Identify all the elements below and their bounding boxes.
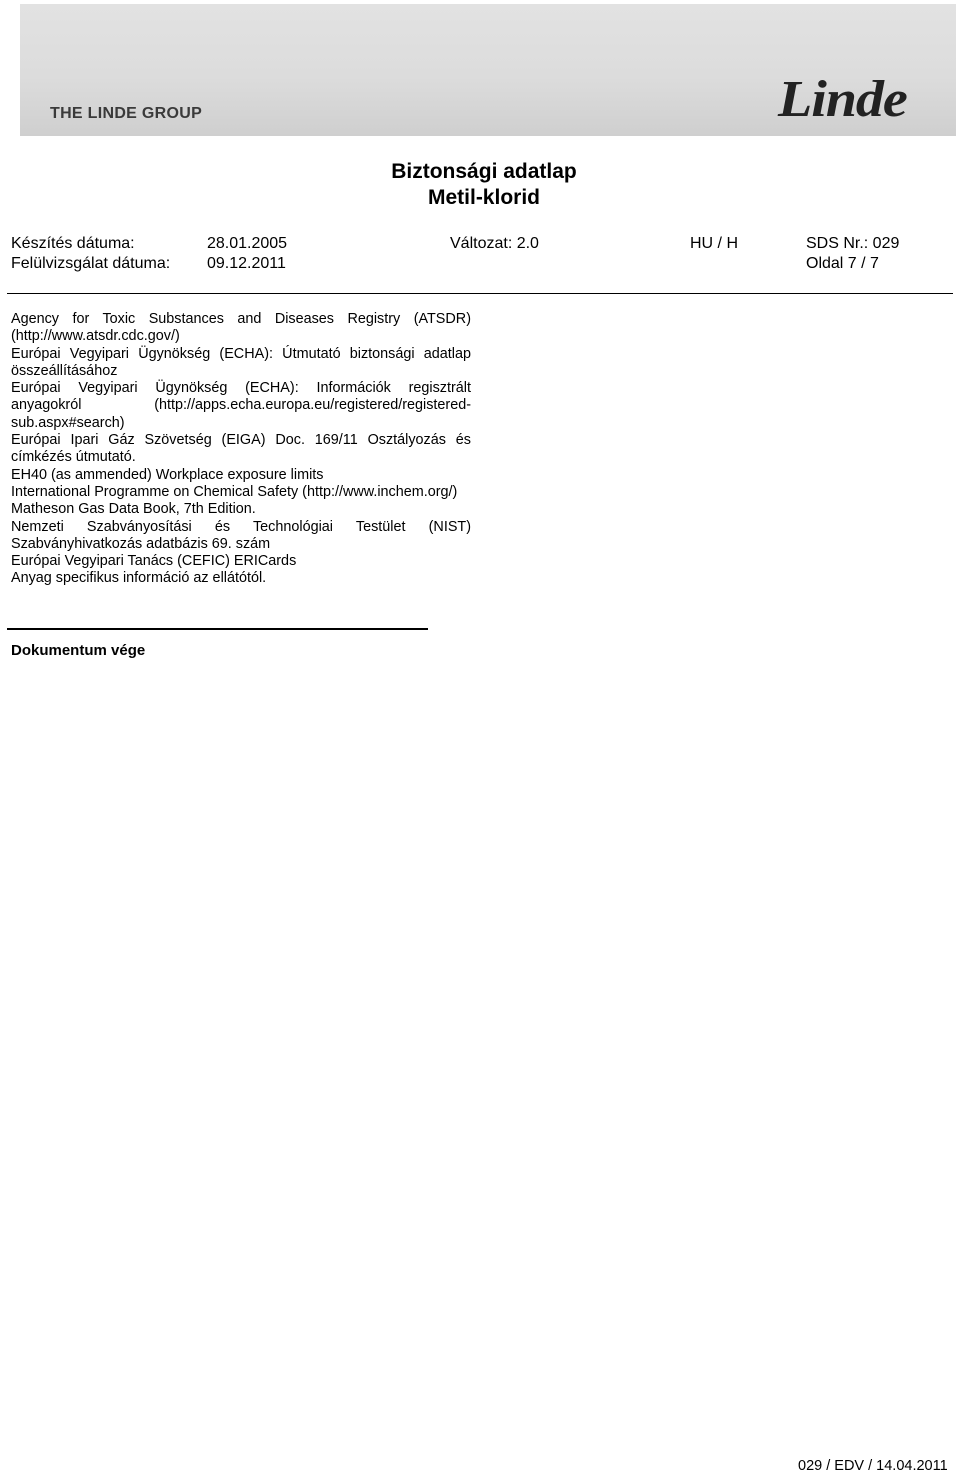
- title-line-2: Metil-klorid: [427, 186, 540, 209]
- reference-item: Nemzeti Szabványosítási és Technológiai Testület (NIST) Szabványhivatkozás adatbázis 69. szám: [11, 518, 471, 552]
- created-value: 28.01.2005: [207, 235, 288, 252]
- revised-value: 09.12.2011: [207, 255, 286, 272]
- reference-item: Matheson Gas Data Book, 7th Edition.: [11, 501, 256, 518]
- reference-item: Anyag specifikus információ az ellátótól.: [11, 570, 267, 587]
- reference-item: Európai Vegyipari Ügynökség (ECHA): Útmutató biztonsági adatlap összeállításához: [11, 345, 471, 379]
- version-label: Változat: 2.0: [450, 235, 539, 252]
- created-label: Készítés dátuma:: [11, 235, 135, 252]
- header-banner: [20, 4, 956, 136]
- header-divider: [7, 293, 953, 294]
- document-end-label: Dokumentum vége: [11, 642, 146, 659]
- reference-item: Agency for Toxic Substances and Diseases Registry (ATSDR) (http://www.atsdr.cdc.gov/): [11, 311, 471, 345]
- group-name: THE LINDE GROUP: [50, 105, 203, 122]
- reference-item: EH40 (as ammended) Workplace exposure limits: [11, 466, 324, 483]
- reference-item: Európai Vegyipari Ügynökség (ECHA): Információk regisztrált anyagokról (http://apps.echa.europa.eu/registered/registered-sub.aspx#search): [11, 380, 471, 431]
- reference-item: Európai Vegyipari Tanács (CEFIC) ERICards: [11, 553, 297, 570]
- references-list: [11, 311, 471, 588]
- page-number: Oldal 7 / 7: [806, 255, 879, 272]
- reference-item: International Programme on Chemical Safety (http://www.inchem.org/): [11, 483, 458, 500]
- reference-item: Európai Ipari Gáz Szövetség (EIGA) Doc. 169/11 Osztályozás és címkézés útmutató.: [11, 432, 471, 466]
- footer-code: 029 / EDV / 14.04.2011: [798, 1458, 948, 1474]
- linde-logo: Linde: [778, 71, 907, 128]
- revised-label: Felülvizsgálat dátuma:: [11, 255, 171, 272]
- end-divider: [7, 628, 428, 630]
- language-code: HU / H: [690, 235, 738, 252]
- document-title: [0, 159, 960, 211]
- sds-number: SDS Nr.: 029: [806, 235, 900, 252]
- title-line-1: Biztonsági adatlap: [391, 160, 577, 183]
